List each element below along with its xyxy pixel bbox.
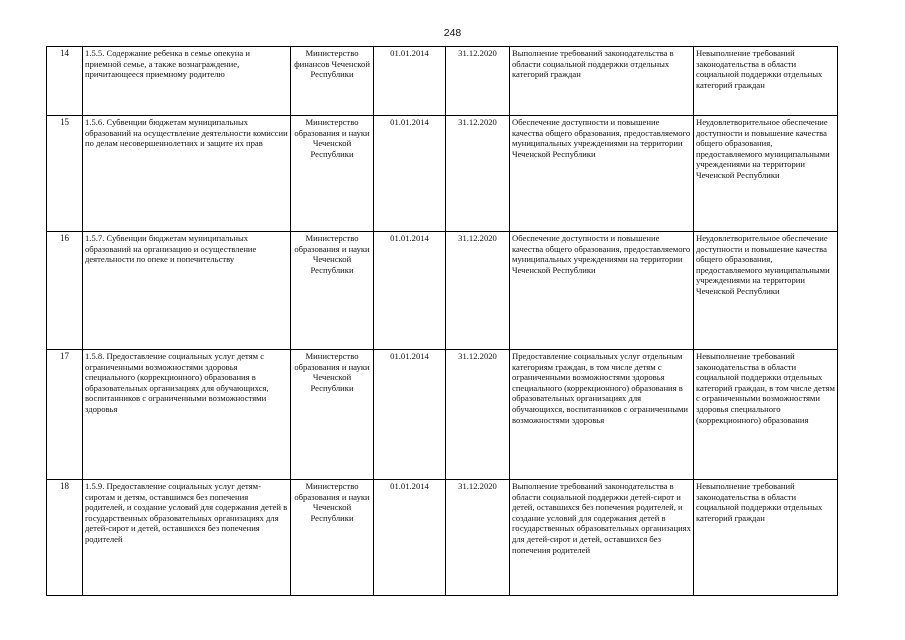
row-number: 16: [47, 232, 83, 350]
row-number: 17: [47, 350, 83, 480]
table-row: [47, 350, 838, 480]
consequence: Неудовлетворительное обеспечение доступности и повышение качества общего образования, предоставляемого муниципальными учреждениями на территории Чеченской Республики: [694, 232, 838, 350]
executor: Министерство образования и науки Чеченской Республики: [291, 232, 374, 350]
measure-name: 1.5.6. Субвенции бюджетам муниципальных образований на осуществление деятельности комиссии по делам несовершеннолетних и защите их прав: [83, 116, 291, 232]
measure-name: 1.5.9. Предоставление социальных услуг детям-сиротам и детям, оставшимся без попечения родителей, и создание условий для содержания детей в государственных образовательных организациях для детей-сирот и детей, оставшихся без попечения родителей: [83, 480, 291, 596]
consequence: Невыполнение требований законодательства в области социальной поддержки отдельных категорий граждан, в том числе детям с ограниченными возможностями здоровья специального (коррекционного) образования: [694, 350, 838, 480]
consequence: Неудовлетворительное обеспечение доступности и повышение качества общего образования, предоставляемого муниципальными учреждениями на территории Чеченской Республики: [694, 116, 838, 232]
end-date: 31.12.2020: [446, 47, 510, 116]
table-row: [47, 116, 838, 232]
expected-result: Выполнение требований законодательства в области социальной поддержки детей-сирот и детей, оставшихся без попечения родителей, и создание условий для содержания детей в государственных образовательных организациях для детей-сирот и детей, оставшихся без попечения родителей: [510, 480, 694, 596]
start-date: 01.01.2014: [374, 116, 446, 232]
executor: Министерство образования и науки Чеченской Республики: [291, 116, 374, 232]
table-row: [47, 47, 838, 116]
table-row: [47, 232, 838, 350]
row-number: 18: [47, 480, 83, 596]
row-number: 14: [47, 47, 83, 116]
expected-result: Предоставление социальных услуг отдельным категориям граждан, в том числе детям с ограниченными возможностями здоровья специального (коррекционного) образования в образовательных организациях для обучающихся, воспитанников с ограниченными возможностями здоровья: [510, 350, 694, 480]
start-date: 01.01.2014: [374, 480, 446, 596]
start-date: 01.01.2014: [374, 47, 446, 116]
program-table: [46, 46, 838, 596]
executor: Министерство образования и науки Чеченской Республики: [291, 350, 374, 480]
page-number: 248: [443, 27, 462, 39]
start-date: 01.01.2014: [374, 232, 446, 350]
end-date: 31.12.2020: [446, 116, 510, 232]
end-date: 31.12.2020: [446, 480, 510, 596]
executor: Министерство финансов Чеченской Республики: [291, 47, 374, 116]
measure-name: 1.5.7. Субвенции бюджетам муниципальных образований на организацию и осуществление деятельности по опеке и попечительству: [83, 232, 291, 350]
executor: Министерство образования и науки Чеченской Республики: [291, 480, 374, 596]
expected-result: Выполнение требований законодательства в области социальной поддержки отдельных категорий граждан: [510, 47, 694, 116]
row-number: 15: [47, 116, 83, 232]
end-date: 31.12.2020: [446, 350, 510, 480]
start-date: 01.01.2014: [374, 350, 446, 480]
measure-name: 1.5.8. Предоставление социальных услуг детям с ограниченными возможностями здоровья специального (коррекционного) образования в образовательных организациях для обучающихся, воспитанников с ограниченными возможностями здоровья: [83, 350, 291, 480]
measure-name: 1.5.5. Содержание ребенка в семье опекуна и приемной семье, а также вознаграждение, причитающееся приемному родителю: [83, 47, 291, 116]
expected-result: Обеспечение доступности и повышение качества общего образования, предоставляемого муниципальных учреждениями на территории Чеченской Республики: [510, 116, 694, 232]
consequence: Невыполнение требований законодательства в области социальной поддержки отдельных категорий граждан: [694, 47, 838, 116]
end-date: 31.12.2020: [446, 232, 510, 350]
expected-result: Обеспечение доступности и повышение качества общего образования, предоставляемого муниципальных учреждениями на территории Чеченской Республики: [510, 232, 694, 350]
consequence: Невыполнение требований законодательства в области социальной поддержки отдельных категорий граждан: [694, 480, 838, 596]
table-row: [47, 480, 838, 596]
